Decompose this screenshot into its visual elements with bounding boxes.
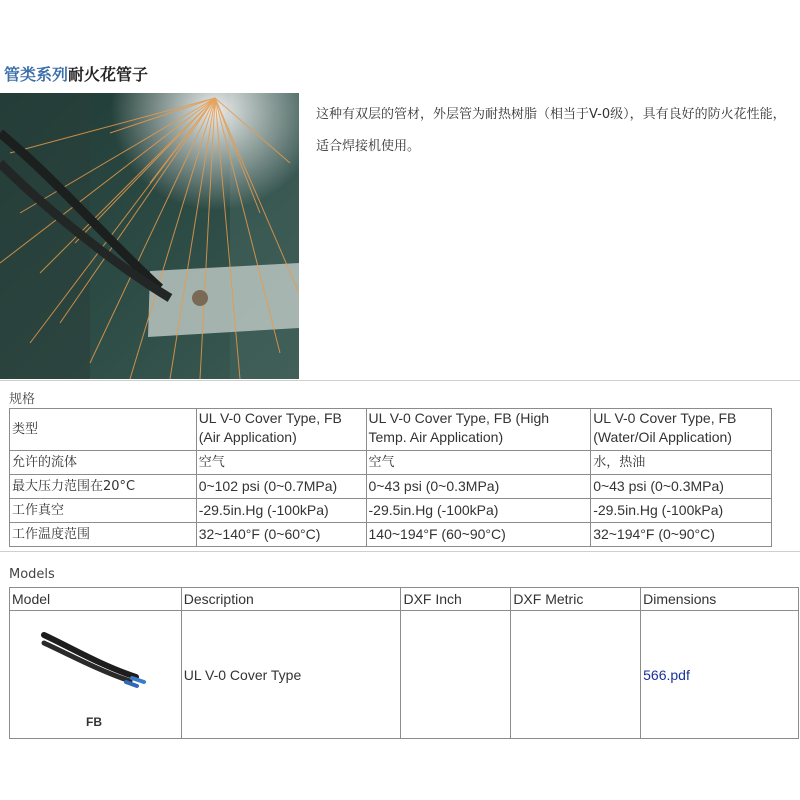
table-row [10, 611, 799, 739]
page-title [4, 62, 148, 85]
column-header: Description [181, 588, 401, 611]
dimensions-pdf-link[interactable]: 566.pdf [643, 666, 690, 683]
spec-value: 0~43 psi (0~0.3MPa) [591, 475, 772, 499]
table-row [10, 451, 772, 475]
spec-label: 工作温度范围 [10, 523, 197, 547]
dxf-inch-cell [401, 611, 511, 739]
column-header: Dimensions [641, 588, 799, 611]
spec-label: 最大压力范围在20°C [10, 475, 197, 499]
spec-value: 140~194°F (60~90°C) [366, 523, 591, 547]
table-row [10, 409, 772, 451]
models-section-label: Models [9, 567, 55, 582]
black-tube-icon [40, 629, 150, 689]
spec-value: 空气 [196, 451, 366, 475]
table-row [10, 523, 772, 547]
column-header: Model [10, 588, 182, 611]
spec-value: UL V-0 Cover Type, FB (Air Application) [196, 409, 366, 451]
page-end [0, 741, 1, 742]
spec-value: 32~194°F (0~90°C) [591, 523, 772, 547]
model-name: FB [86, 715, 102, 729]
spec-value: -29.5in.Hg (-100kPa) [591, 499, 772, 523]
section-divider [0, 380, 800, 381]
column-header: DXF Inch [401, 588, 511, 611]
spec-value: UL V-0 Cover Type, FB (Water/Oil Application) [591, 409, 772, 451]
spec-value: 32~140°F (0~60°C) [196, 523, 366, 547]
dimensions-cell [641, 611, 799, 739]
product-name: 耐火花管子 [68, 65, 149, 84]
spec-table [9, 408, 772, 547]
spec-value: 0~43 psi (0~0.3MPa) [366, 475, 591, 499]
spec-value: -29.5in.Hg (-100kPa) [196, 499, 366, 523]
model-description: UL V-0 Cover Type [181, 611, 401, 739]
spec-value: UL V-0 Cover Type, FB (High Temp. Air Application) [366, 409, 591, 451]
welding-sparks-photo-icon [0, 93, 299, 379]
table-row [10, 499, 772, 523]
spec-value: -29.5in.Hg (-100kPa) [366, 499, 591, 523]
spec-label: 类型 [10, 409, 197, 451]
model-cell [10, 611, 182, 739]
spec-label: 允许的流体 [10, 451, 197, 475]
column-header: DXF Metric [511, 588, 641, 611]
models-table [9, 587, 799, 739]
spec-value: 0~102 psi (0~0.7MPa) [196, 475, 366, 499]
spec-section-label: 规格 [9, 392, 36, 407]
spec-value: 空气 [366, 451, 591, 475]
spec-value: 水，热油 [591, 451, 772, 475]
product-description: 这种有双层的管材，外层管为耐热树脂（相当于V-0级），具有良好的防火花性能，适合焊接机使用。 [316, 107, 786, 154]
section-divider [0, 551, 800, 552]
dxf-metric-cell [511, 611, 641, 739]
product-photo [0, 93, 299, 379]
spec-label: 工作真空 [10, 499, 197, 523]
table-row [10, 475, 772, 499]
table-header-row [10, 588, 799, 611]
series-label: 管类系列 [4, 65, 69, 84]
